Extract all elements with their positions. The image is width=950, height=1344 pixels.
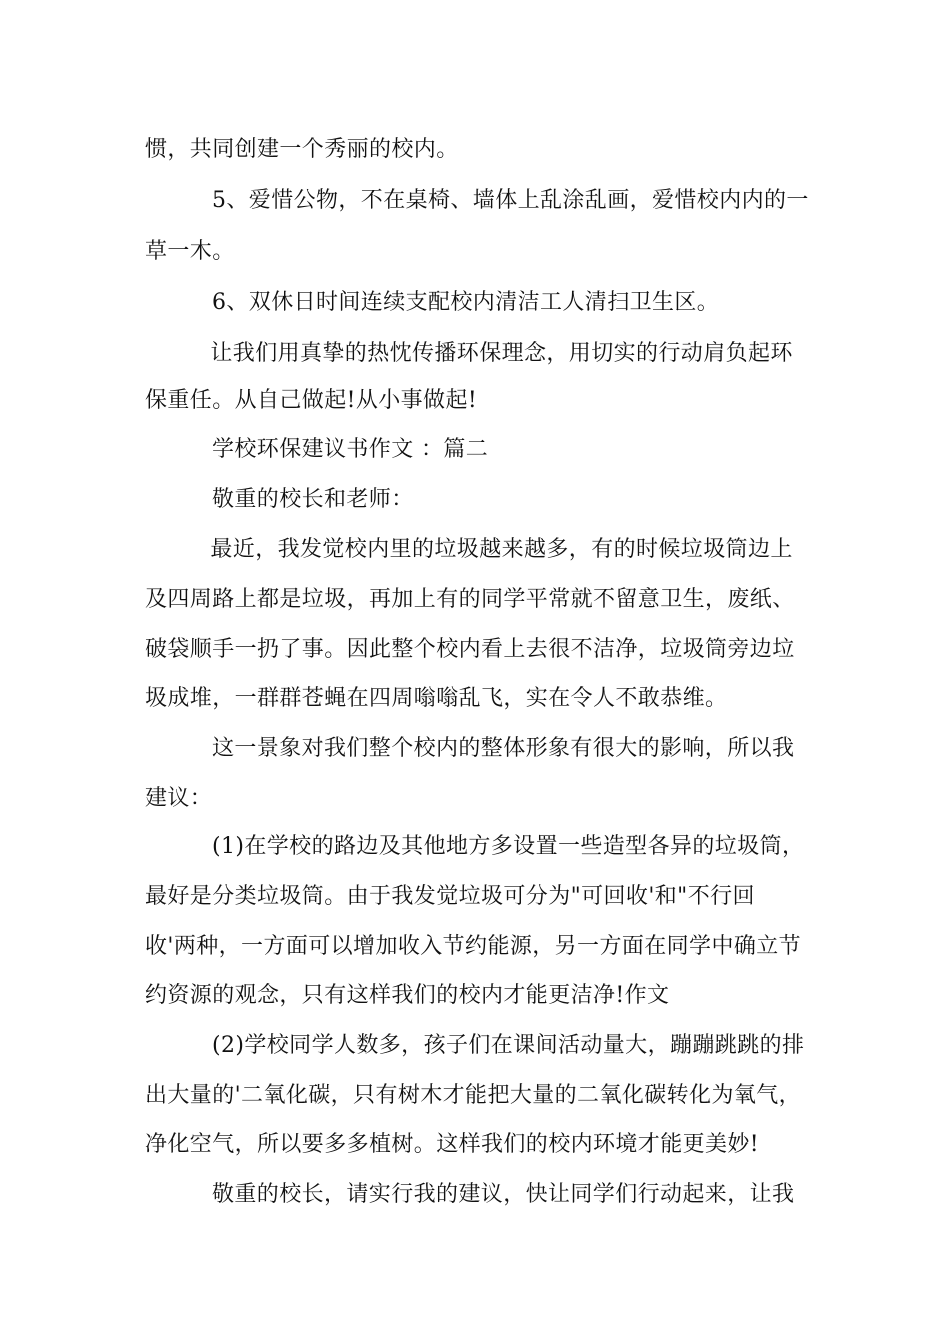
text-line: 让我们用真挚的热忱传播环保理念，用切实的行动肩负起环 <box>203 341 793 366</box>
text-line: 收'两种，一方面可以增加收入节约能源，另一方面在同学中确立节 <box>145 934 802 959</box>
text-line: 出大量的'二氧化碳，只有树木才能把大量的二氧化碳转化为氧气， <box>145 1083 802 1108</box>
salutation-line: 敬重的校长和老师： <box>212 487 414 512</box>
text-line: 净化空气，所以要多多植树。这样我们的校内环境才能更美妙! <box>145 1132 760 1157</box>
text-line: 惯，共同创建一个秀丽的校内。 <box>145 137 459 162</box>
text-line: 5、爱惜公物，不在桌椅、墙体上乱涂乱画，爱惜校内内的一 <box>212 188 809 213</box>
text-line: (1)在学校的路边及其他地方多设置一些造型各异的垃圾筒， <box>212 834 805 859</box>
text-line: 敬重的校长，请实行我的建议，快让同学们行动起来，让我 <box>212 1182 795 1207</box>
text-line: 这一景象对我们整个校内的整体形象有很大的影响，所以我 <box>212 736 795 761</box>
text-line: 建议： <box>145 786 213 811</box>
text-line: 保重任。从自己做起!从小事做起! <box>145 388 478 413</box>
text-line: 6、双休日时间连续支配校内清洁工人清扫卫生区。 <box>212 290 720 315</box>
heading-line: 学校环保建议书作文 ：篇二 <box>212 437 489 462</box>
text-line: 最近，我发觉校内里的垃圾越来越多，有的时候垃圾筒边上 <box>203 537 793 562</box>
text-line: 及四周路上都是垃圾，再加上有的同学平常就不留意卫生，废纸、 <box>145 587 795 612</box>
text-line: 圾成堆，一群群苍蝇在四周嗡嗡乱飞，实在令人不敢恭维。 <box>145 686 728 711</box>
text-line: (2)学校同学人数多，孩子们在课间活动量大，蹦蹦跳跳的排 <box>212 1033 805 1058</box>
text-line: 约资源的观念，只有这样我们的校内才能更洁净!作文 <box>145 983 670 1008</box>
text-line: 草一木。 <box>145 239 235 264</box>
text-line: 破袋顺手一扔了事。因此整个校内看上去很不洁净，垃圾筒旁边垃 <box>145 637 795 662</box>
text-line: 最好是分类垃圾筒。由于我发觉垃圾可分为"可回收'和"不行回 <box>145 884 755 909</box>
